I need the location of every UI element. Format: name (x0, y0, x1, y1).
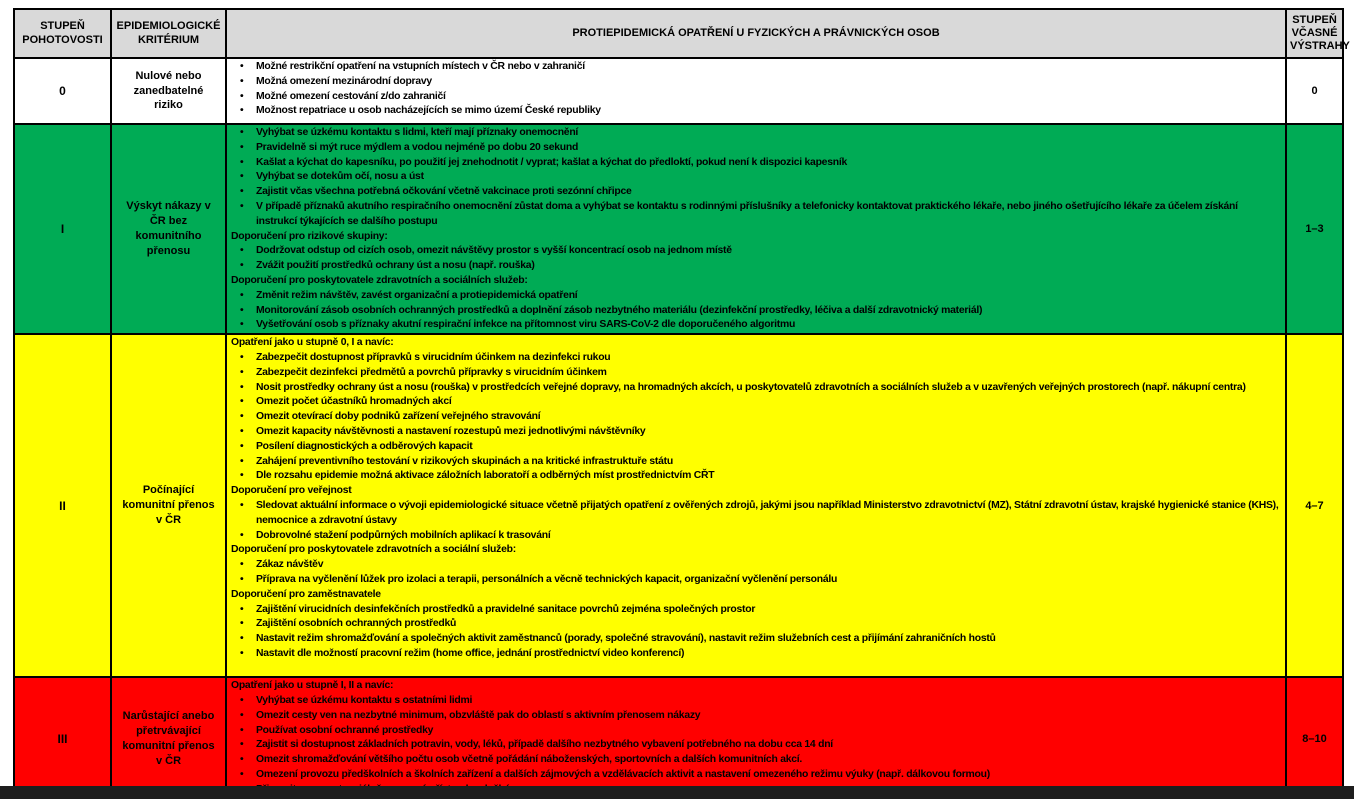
measure-item (230, 709, 1280, 724)
alert-level-cell: I (14, 124, 111, 334)
measure-item (230, 244, 1280, 259)
measure-item (230, 724, 1280, 739)
measure-text: Zvážit použití prostředků ochrany úst a nosu (např. rouška) (256, 260, 535, 272)
measure-text: Omezit otevírací doby podniků zařízení veřejného stravování (256, 411, 541, 423)
measure-heading: Opatření jako u stupně 0, I a navíc: (231, 337, 394, 349)
early-warning-cell: 4–7 (1286, 334, 1343, 677)
measure-heading: Doporučení pro poskytovatele zdravotních a sociálních služeb: (231, 274, 528, 286)
early-warning-cell: 0 (1286, 58, 1343, 124)
criterion-cell: Výskyt nákazy v ČR bez komunitního přenosu (111, 124, 226, 334)
measure-text: Zajistit včas všechna potřebná očkování včetně vakcinace proti sezónní chřipce (256, 186, 632, 198)
measure-text: Vyšetřování osob s příznaky akutní respirační infekce na přítomnost viru SARS-CoV-2 dle doporučeného algoritmu (256, 319, 796, 331)
measure-item (230, 738, 1280, 753)
measure-item (230, 573, 1280, 588)
measure-text: Zákaz návštěv (256, 559, 324, 571)
bullet-icon: • (240, 171, 244, 183)
bullet-icon: • (240, 694, 244, 706)
bullet-icon: • (240, 351, 244, 363)
measure-item (230, 304, 1280, 319)
measure-text: Dobrovolné stažení podpůrných mobilních aplikací k trasování (256, 529, 551, 541)
measure-item (230, 141, 1280, 156)
measure-text: Kašlat a kýchat do kapesníku, po použití jej znehodnotit / vyprat; kašlat a kýchat do předloktí, pokud není k dispozici kapesník (256, 156, 847, 168)
header-row (14, 9, 1343, 58)
measure-text: Změnit režim návštěv, zavést organizační a protiepidemická opatření (256, 289, 578, 301)
measure-text: Zajištění virucidních desinfekčních prostředků a pravidelné sanitace povrchů zejména společných prostor (256, 603, 756, 615)
alert-level-cell: 0 (14, 58, 111, 124)
measure-text: Pravidelně si mýt ruce mýdlem a vodou nejméně po dobu 20 sekund (256, 141, 579, 153)
measure-heading: Doporučení pro veřejnost (231, 485, 352, 497)
bullet-icon: • (240, 754, 244, 766)
bullet-icon: • (240, 647, 244, 659)
bullet-icon: • (240, 425, 244, 437)
bullet-icon: • (240, 411, 244, 423)
measure-item (230, 617, 1280, 632)
early-warning-cell: 8–10 (1286, 677, 1343, 799)
measure-text: Omezit cesty ven na nezbytné minimum, obzvláště pak do oblastí s aktivním přenosem nákazy (256, 709, 701, 721)
measure-text: Možné restrikční opatření na vstupních místech v ČR nebo v zahraničí (256, 61, 585, 72)
bullet-icon: • (240, 75, 244, 87)
bullet-icon: • (240, 289, 244, 301)
measure-text: Zabezpečit dostupnost přípravků s virucidním účinkem na dezinfekci rukou (256, 351, 611, 363)
alert-level-cell: II (14, 334, 111, 677)
measure-item (230, 156, 1280, 171)
bullet-icon: • (240, 529, 244, 541)
measure-heading: Doporučení pro zaměstnavatele (231, 588, 381, 600)
measure-text: Nosit prostředky ochrany úst a nosu (rouška) v prostředcích veřejné dopravy, na hromadných akcích, u poskytovatelů zdravotních a sociálních služeb a v uzavřených veřejných prostorech (např. nákupní centra) (256, 381, 1246, 393)
measure-item (230, 469, 1280, 484)
bullet-icon: • (240, 455, 244, 467)
measure-item (230, 90, 1280, 105)
table-row-level-I (14, 124, 1343, 334)
measure-item (230, 318, 1280, 333)
col-header-epidemiological-criterion: EPIDEMIOLOGICKÉ KRITÉRIUM (111, 9, 226, 58)
measure-item (230, 170, 1280, 185)
alert-level-cell: III (14, 677, 111, 799)
measure-text: Zajistit si dostupnost základních potravin, vody, léků, případě dalšího nezbytného vybavení potřebného na dobu cca 14 dní (256, 739, 833, 751)
table-row-level-0 (14, 58, 1343, 124)
bullet-icon: • (240, 127, 244, 138)
measure-item (230, 75, 1280, 90)
measure-text: Vyhýbat se úzkému kontaktu s lidmi, kteří mají příznaky onemocnění (256, 127, 579, 138)
measure-item (230, 647, 1280, 662)
criterion-cell: Narůstající anebo přetrvávající komunitní přenos v ČR (111, 677, 226, 799)
measure-item (230, 200, 1280, 230)
measure-item (230, 104, 1280, 119)
bullet-icon: • (240, 559, 244, 571)
table-row-level-II (14, 334, 1343, 677)
bullet-icon: • (240, 156, 244, 168)
bullet-icon: • (240, 768, 244, 780)
bullet-icon: • (240, 260, 244, 272)
criterion-cell: Počínající komunitní přenos v ČR (111, 334, 226, 677)
measure-item (230, 366, 1280, 381)
measure-item (230, 289, 1280, 304)
measure-item (230, 185, 1280, 200)
bullet-icon: • (240, 105, 244, 117)
alert-levels-table (13, 8, 1350, 799)
measure-text: Dle rozsahu epidemie možná aktivace záložních laboratoří a odběrných míst prostřednictvím CŘT (256, 470, 715, 482)
bullet-icon: • (240, 739, 244, 751)
measure-item (230, 529, 1280, 544)
col-header-measures: PROTIEPIDEMICKÁ OPATŘENÍ U FYZICKÝCH A PRÁVNICKÝCH OSOB (226, 9, 1286, 58)
bullet-icon: • (240, 440, 244, 452)
bullet-icon: • (240, 319, 244, 331)
measure-item (230, 440, 1280, 455)
measure-text: Omezení provozu předškolních a školních zařízení a dalších zájmových a vzdělávacích aktivit a nastavení omezeného režimu výuky (např. dálkovou formou) (256, 768, 990, 780)
bullet-icon: • (240, 366, 244, 378)
measure-text: Zajištění osobních ochranných prostředků (256, 618, 457, 630)
bullet-icon: • (240, 200, 244, 212)
measure-heading: Doporučení pro rizikové skupiny: (231, 230, 388, 242)
measure-item (230, 395, 1280, 410)
bullet-icon: • (240, 381, 244, 393)
bullet-icon: • (240, 709, 244, 721)
measure-text: Zabezpečit dezinfekci předmětů a povrchů přípravky s virucidním účinkem (256, 366, 607, 378)
measure-text: Dodržovat odstup od cizích osob, omezit návštěvy prostor s vyšší koncentrací osob na jednom místě (256, 245, 732, 257)
measure-item (230, 60, 1280, 75)
table-row-level-III (14, 677, 1343, 799)
measure-text: Sledovat aktuální informace o vývoji epidemiologické situace včetně přijatých opatření z ověřených zdrojů, jakými jsou například Ministerstvo zdravotnictví (MZ), Státní zdravotní ústav, krajské hygienické stanice (KHS), nemocnice a zdravotní ústavy (256, 499, 1279, 526)
measure-text: Příprava na vyčlenění lůžek pro izolaci a terapii, personálních a věcně technických kapacit, organizační vyčlenění personálu (256, 573, 838, 585)
measure-text: Vyhýbat se úzkému kontaktu s ostatními lidmi (256, 694, 473, 706)
measure-heading: Doporučení pro poskytovatele zdravotních a sociální služeb: (231, 544, 516, 556)
measure-item (230, 768, 1280, 783)
measures-cell (226, 677, 1286, 799)
measure-item (230, 694, 1280, 709)
measure-text: Nastavit režim shromažďování a společných aktivit zaměstnanců (porady, společné stravování), nastavit režim služebních cest a přijímání zahraničních hostů (256, 633, 996, 645)
measure-text: Používat osobní ochranné prostředky (256, 724, 434, 736)
bullet-icon: • (240, 618, 244, 630)
criterion-cell: Nulové nebo zanedbatelné riziko (111, 58, 226, 124)
measure-text: Omezit kapacity návštěvnosti a nastavení rozestupů mezi jednotlivými návštěvníky (256, 425, 646, 437)
bullet-icon: • (240, 603, 244, 615)
measures-cell (226, 124, 1286, 334)
bullet-icon: • (240, 141, 244, 153)
measure-text: Zahájení preventivního testování v rizikových skupinách a na kritické infrastruktuře státu (256, 455, 673, 467)
col-header-early-warning: STUPEŇ VČASNÉ VÝSTRAHY (1286, 9, 1343, 58)
early-warning-cell: 1–3 (1286, 124, 1343, 334)
bullet-icon: • (240, 470, 244, 482)
bullet-icon: • (240, 245, 244, 257)
measure-item (230, 381, 1280, 396)
bullet-icon: • (240, 90, 244, 102)
bullet-icon: • (240, 61, 244, 72)
measures-cell (226, 58, 1286, 124)
measure-item (230, 603, 1280, 618)
bullet-icon: • (240, 633, 244, 645)
measure-item (230, 632, 1280, 647)
measure-text: Nastavit dle možností pracovní režim (home office, jednání prostřednictví video konferencí) (256, 647, 685, 659)
measure-text: Vyhýbat se dotekům očí, nosu a úst (256, 171, 424, 183)
window-bottom-bar (0, 786, 1354, 799)
measure-text: Možnost repatriace u osob nacházejících se mimo území České republiky (256, 105, 601, 117)
measure-text: Omezit shromažďování většího počtu osob včetně pořádání náboženských, sportovních a dalších komunitních akcí. (256, 754, 803, 766)
measure-item (230, 126, 1280, 141)
measure-text: V případě příznaků akutního respiračního onemocnění zůstat doma a vyhýbat se kontaktu s rodinnými příslušníky a telefonicky kontaktovat praktického lékaře, nebo jiného ošetřujícího lékaře za účelem získání instrukcí týkajících se dalšího postupu (256, 200, 1238, 227)
measure-text: Omezit počet účastníků hromadných akcí (256, 396, 452, 408)
measure-item (230, 410, 1280, 425)
bullet-icon: • (240, 573, 244, 585)
measure-item (230, 455, 1280, 470)
measure-item (230, 753, 1280, 768)
measure-item (230, 558, 1280, 573)
bullet-icon: • (240, 304, 244, 316)
bullet-icon: • (240, 499, 244, 511)
bullet-icon: • (240, 724, 244, 736)
bullet-icon: • (240, 186, 244, 198)
measure-heading: Opatření jako u stupně I, II a navíc: (231, 680, 394, 692)
measure-text: Možná omezení mezinárodní dopravy (256, 75, 432, 87)
measure-item (230, 425, 1280, 440)
measures-cell (226, 334, 1286, 677)
measure-item (230, 499, 1280, 529)
measure-text: Posílení diagnostických a odběrových kapacit (256, 440, 473, 452)
bullet-icon: • (240, 396, 244, 408)
measure-item (230, 351, 1280, 366)
measure-item (230, 259, 1280, 274)
measure-text: Monitorování zásob osobních ochranných prostředků a doplnění zásob nezbytného materiálu (dezinfekční prostředky, léčiva a další zdravotnický materiál) (256, 304, 983, 316)
measure-text: Možné omezení cestování z/do zahraničí (256, 90, 446, 102)
col-header-alert-level: STUPEŇ POHOTOVOSTI (14, 9, 111, 58)
